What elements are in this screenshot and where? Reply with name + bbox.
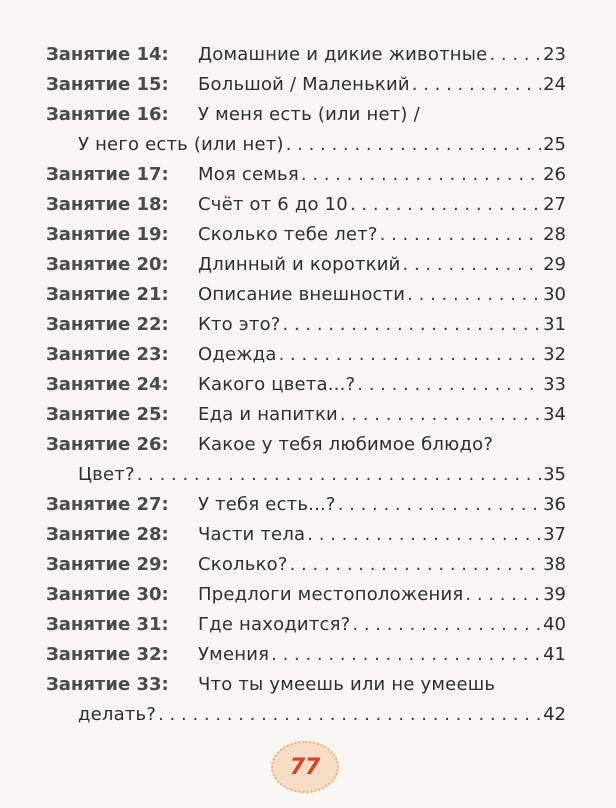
toc-entry[interactable]	[46, 220, 566, 250]
toc-entry[interactable]	[46, 310, 566, 340]
lesson-title: Какого цвета...?	[198, 374, 356, 395]
page-ref: 31	[543, 314, 566, 335]
dot-leader	[350, 190, 541, 220]
toc-entry[interactable]	[46, 400, 566, 430]
page-ref: 34	[543, 404, 566, 425]
toc-entry[interactable]	[46, 190, 566, 220]
page-ref: 23	[543, 44, 566, 65]
lesson-label: Занятие 31:	[46, 614, 169, 635]
lesson-label: Занятие 24:	[46, 374, 169, 395]
dot-leader	[283, 310, 542, 340]
lesson-label: Занятие 22:	[46, 314, 169, 335]
lesson-label: Занятие 25:	[46, 404, 169, 425]
page-ref: 27	[543, 194, 566, 215]
toc-entry[interactable]	[46, 370, 566, 400]
toc-entry[interactable]	[46, 550, 566, 580]
toc-entry[interactable]	[46, 580, 566, 610]
lesson-label: Занятие 30:	[46, 584, 169, 605]
dot-leader	[301, 160, 541, 190]
dot-leader	[307, 520, 541, 550]
dot-leader	[357, 370, 541, 400]
lesson-label: Занятие 15:	[46, 74, 169, 95]
toc-entry[interactable]	[46, 40, 566, 70]
lesson-label: Занятие 33:	[46, 674, 169, 695]
lesson-label: Занятие 26:	[46, 434, 169, 455]
toc-entry[interactable]	[46, 340, 566, 370]
lesson-label: Занятие 19:	[46, 224, 169, 245]
lesson-title: У него есть (или нет)	[78, 134, 284, 155]
page-number: 77	[289, 754, 321, 780]
page-ref: 42	[543, 704, 566, 725]
page-ref: 24	[543, 74, 566, 95]
page-ref: 40	[543, 614, 566, 635]
dot-leader	[290, 550, 541, 580]
dot-leader	[137, 460, 541, 490]
dot-leader	[158, 700, 541, 730]
lesson-title: Где находится?	[198, 614, 351, 635]
page-ref: 39	[543, 584, 566, 605]
toc-entry[interactable]	[46, 640, 566, 670]
toc-entry[interactable]	[46, 610, 566, 640]
lesson-title: Сколько?	[198, 554, 288, 575]
lesson-label: Занятие 14:	[46, 44, 169, 65]
lesson-label: Занятие 29:	[46, 554, 169, 575]
page-ref: 26	[543, 164, 566, 185]
dot-leader	[380, 220, 541, 250]
page-ref: 35	[543, 464, 566, 485]
lesson-title: Одежда	[198, 344, 277, 365]
lesson-title: Умения	[198, 644, 270, 665]
lesson-title: Предлоги местоположения	[198, 584, 464, 605]
page-ref: 30	[543, 284, 566, 305]
page-ref: 28	[543, 224, 566, 245]
page-ref: 33	[543, 374, 566, 395]
lesson-label: Занятие 28:	[46, 524, 169, 545]
toc-entry-continuation[interactable]	[46, 130, 566, 160]
lesson-title: Счёт от 6 до 10	[198, 194, 348, 215]
lesson-label: Занятие 21:	[46, 284, 169, 305]
toc-entry[interactable]	[46, 490, 566, 520]
toc-entry[interactable]	[46, 160, 566, 190]
dot-leader	[465, 580, 541, 610]
lesson-label: Занятие 32:	[46, 644, 169, 665]
lesson-title: Сколько тебе лет?	[198, 224, 378, 245]
lesson-title: Еда и напитки	[198, 404, 338, 425]
lesson-label: Занятие 16:	[46, 104, 169, 125]
toc-entry[interactable]	[46, 100, 566, 130]
lesson-title: делать?	[78, 704, 157, 725]
toc-entry[interactable]	[46, 520, 566, 550]
lesson-title: Длинный и короткий	[198, 254, 401, 275]
dot-leader	[412, 70, 541, 100]
lesson-title: Цвет?	[78, 464, 135, 485]
lesson-title: Моя семья	[198, 164, 299, 185]
lesson-title: Какое у тебя любимое блюдо?	[198, 434, 494, 455]
page-ref: 38	[543, 554, 566, 575]
dot-leader	[489, 40, 541, 70]
lesson-title: Кто это?	[198, 314, 281, 335]
toc-entry-continuation[interactable]	[46, 460, 566, 490]
toc-entry[interactable]	[46, 70, 566, 100]
table-of-contents	[46, 40, 566, 730]
toc-entry[interactable]	[46, 250, 566, 280]
lesson-title: Части тела	[198, 524, 306, 545]
page-number-badge	[271, 741, 339, 793]
dot-leader	[340, 400, 541, 430]
lesson-label: Занятие 17:	[46, 164, 169, 185]
dot-leader	[407, 280, 541, 310]
page-ref: 41	[543, 644, 566, 665]
dot-leader	[286, 130, 541, 160]
dot-leader	[403, 250, 542, 280]
dot-leader	[338, 490, 541, 520]
toc-entry[interactable]	[46, 430, 566, 460]
page-ref: 36	[543, 494, 566, 515]
toc-entry[interactable]	[46, 670, 566, 700]
lesson-label: Занятие 20:	[46, 254, 169, 275]
page-ref: 37	[543, 524, 566, 545]
lesson-label: Занятие 23:	[46, 344, 169, 365]
lesson-title: Описание внешности	[198, 284, 406, 305]
dot-leader	[279, 340, 542, 370]
page-ref: 25	[543, 134, 566, 155]
lesson-title: У тебя есть...?	[198, 494, 336, 515]
lesson-title: Большой / Маленький	[198, 74, 410, 95]
lesson-title: У меня есть (или нет) /	[198, 104, 420, 125]
page-ref: 29	[543, 254, 566, 275]
lesson-label: Занятие 27:	[46, 494, 169, 515]
lesson-title: Домашние и дикие животные	[198, 44, 488, 65]
toc-entry-continuation[interactable]	[46, 700, 566, 730]
dot-leader	[271, 640, 541, 670]
lesson-label: Занятие 18:	[46, 194, 169, 215]
toc-entry[interactable]	[46, 280, 566, 310]
page-ref: 32	[543, 344, 566, 365]
dot-leader	[352, 610, 541, 640]
lesson-title: Что ты умеешь или не умеешь	[198, 674, 496, 695]
